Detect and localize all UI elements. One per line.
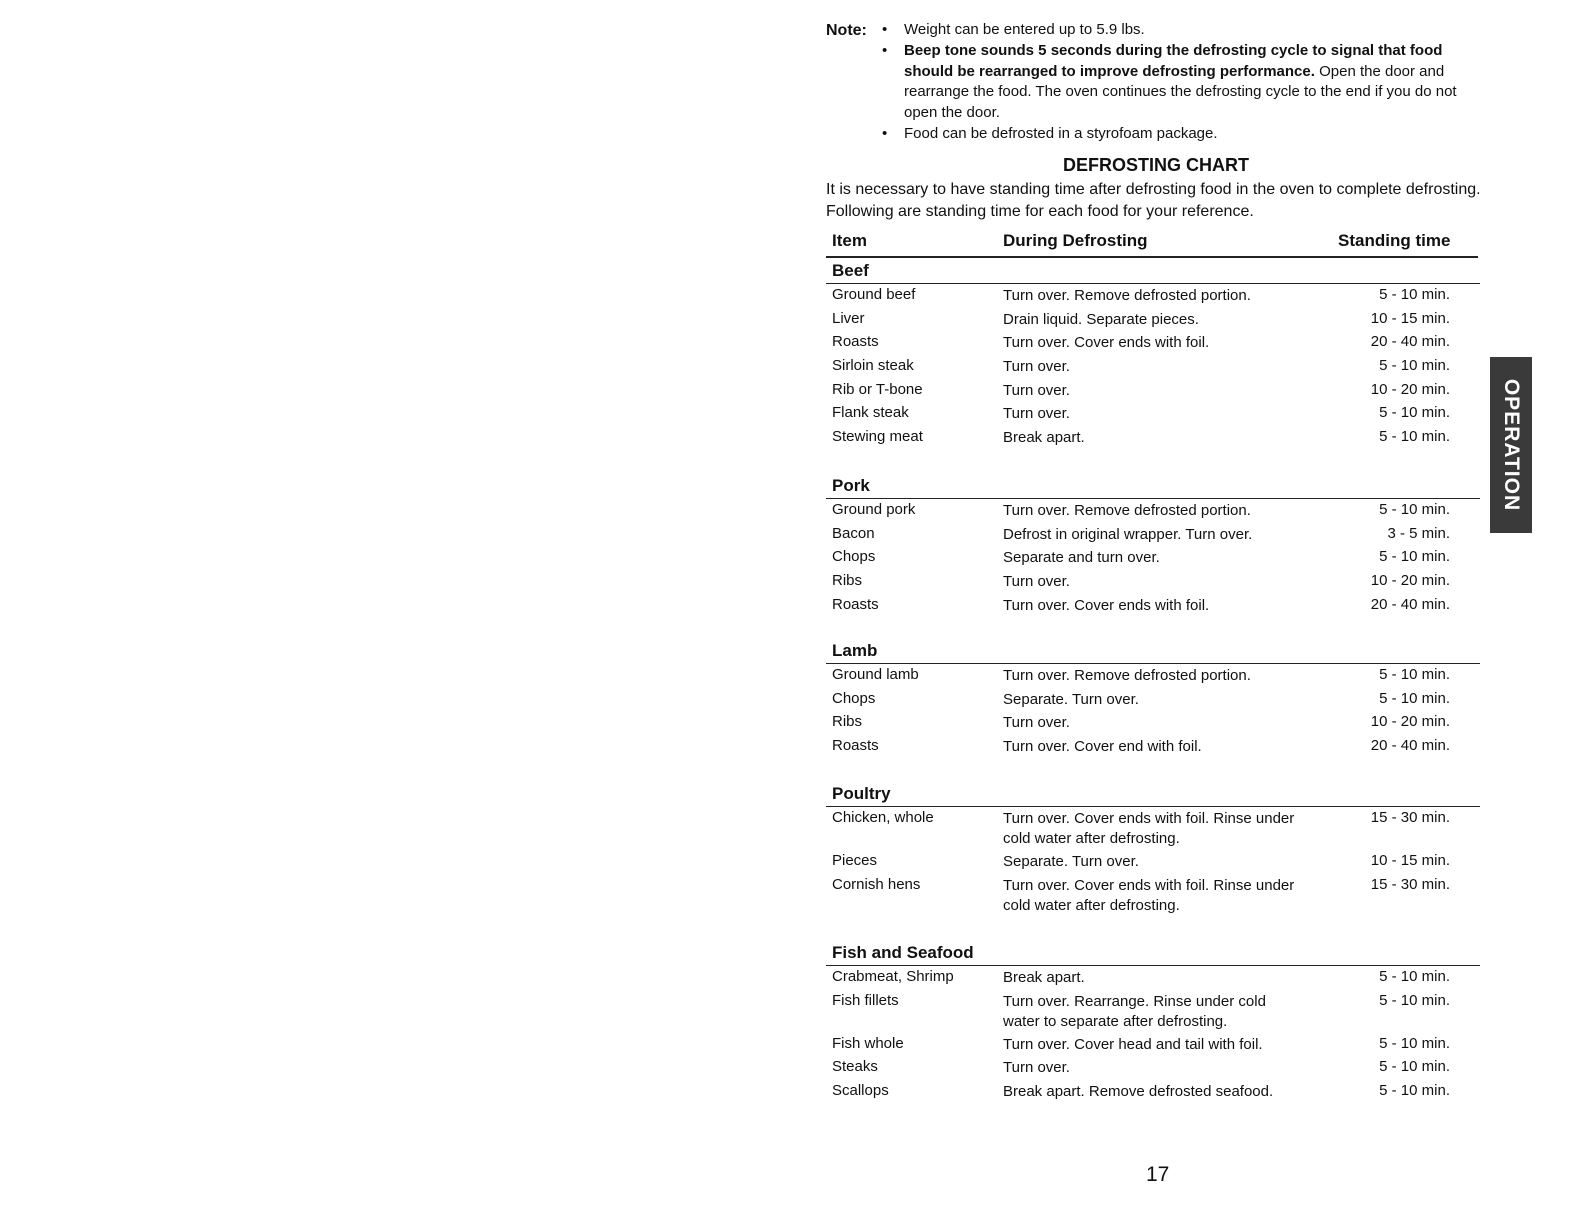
standing-cell: 5 - 10 min.	[1379, 1058, 1450, 1076]
during-cell: Turn over.	[1003, 358, 1070, 376]
note-bullet	[826, 41, 1486, 124]
item-cell: Rib or T-bone	[832, 380, 923, 398]
during-cell: Turn over. Remove defrosted portion.	[1003, 667, 1251, 684]
table-row	[826, 966, 1480, 990]
table-row	[826, 711, 1480, 735]
during-cell: Separate. Turn over.	[1003, 853, 1139, 870]
standing-cell: 15 - 30 min.	[1370, 809, 1450, 826]
section-heading: Fish and Seafood	[826, 943, 1480, 966]
intro-text: It is necessary to have standing time after defrosting food in the oven to complete defrosting. Following are standing time for each food for your reference.	[826, 181, 1481, 220]
table-row	[826, 546, 1480, 570]
during-cell: Turn over. Cover ends with foil. Rinse under cold water after defrosting.	[1003, 876, 1295, 914]
header-rule	[826, 256, 1478, 258]
table-row	[826, 331, 1480, 355]
item-cell: Ground beef	[832, 286, 916, 303]
during-cell: Turn over. Cover ends with foil. Rinse under cold water after defrosting.	[1003, 810, 1295, 847]
table-row	[826, 664, 1480, 688]
during-cell: Turn over.	[1003, 381, 1070, 399]
during-cell: Turn over. Cover ends with foil.	[1003, 334, 1210, 352]
section-poultry	[826, 784, 1480, 917]
table-row	[826, 1056, 1480, 1080]
during-cell: Separate. Turn over.	[1003, 690, 1139, 708]
standing-cell: 5 - 10 min.	[1379, 991, 1450, 1009]
header-standing: Standing time	[1338, 231, 1451, 250]
item-cell: Ribs	[832, 713, 863, 731]
standing-cell: 5 - 10 min.	[1379, 357, 1450, 375]
table-row	[826, 308, 1480, 332]
table-row	[826, 735, 1480, 759]
note-bullet	[826, 124, 1486, 145]
during-cell: Turn over.	[1003, 714, 1070, 732]
standing-cell: 10 - 20 min.	[1370, 713, 1450, 731]
table-row	[826, 850, 1480, 874]
standing-cell: 10 - 20 min.	[1370, 572, 1450, 590]
during-cell: Turn over. Cover head and tail with foil.	[1003, 1035, 1263, 1053]
chart-title: DEFROSTING CHART	[1063, 155, 1249, 175]
table-row	[826, 594, 1480, 618]
standing-cell: 5 - 10 min.	[1379, 968, 1450, 985]
note-text: Weight can be entered up to 5.9 lbs.	[904, 21, 1145, 38]
item-cell: Liver	[832, 309, 865, 327]
item-cell: Chicken, whole	[832, 809, 934, 826]
standing-cell: 5 - 10 min.	[1379, 428, 1450, 446]
note-text: Open the door and rearrange the food. The oven continues the defrosting cycle to the end if you do not open the door.	[904, 62, 1457, 122]
table-row	[826, 874, 1480, 917]
table-row	[826, 570, 1480, 594]
table-row	[826, 402, 1480, 426]
item-cell: Chops	[832, 548, 876, 566]
item-cell: Ribs	[832, 572, 863, 590]
table-row	[826, 426, 1480, 450]
section-heading: Lamb	[826, 641, 1480, 664]
during-cell: Separate and turn over.	[1003, 549, 1160, 567]
during-cell: Break apart. Remove defrosted seafood.	[1003, 1083, 1274, 1101]
during-cell: Break apart.	[1003, 969, 1085, 986]
standing-cell: 20 - 40 min.	[1370, 333, 1450, 351]
header-item: Item	[832, 231, 867, 250]
item-cell: Ground pork	[832, 501, 916, 518]
during-cell: Turn over. Cover end with foil.	[1003, 738, 1202, 756]
table-row	[826, 379, 1480, 403]
item-cell: Chops	[832, 689, 876, 707]
note-label: Note:	[826, 22, 867, 39]
during-cell: Defrost in original wrapper. Turn over.	[1003, 525, 1253, 543]
during-cell: Break apart.	[1003, 429, 1085, 447]
standing-cell: 5 - 10 min.	[1379, 689, 1450, 707]
during-cell: Turn over. Cover ends with foil.	[1003, 596, 1210, 614]
table-row	[826, 284, 1480, 308]
item-cell: Roasts	[832, 333, 879, 351]
during-cell: Turn over. Rearrange. Rinse under cold water to separate after defrosting.	[1003, 992, 1266, 1030]
section-fish-and-seafood	[826, 943, 1480, 1104]
item-cell: Scallops	[832, 1082, 889, 1100]
standing-cell: 10 - 15 min.	[1370, 309, 1450, 327]
table-row	[826, 990, 1480, 1033]
table-row	[826, 523, 1480, 547]
item-cell: Flank steak	[832, 404, 909, 422]
note-bullet	[826, 20, 1486, 41]
during-cell: Turn over.	[1003, 573, 1070, 591]
section-heading: Beef	[826, 261, 1480, 284]
standing-cell: 20 - 40 min.	[1370, 595, 1450, 613]
standing-cell: 10 - 20 min.	[1370, 380, 1450, 398]
item-cell: Cornish hens	[832, 875, 921, 893]
item-cell: Sirloin steak	[832, 357, 914, 375]
header-during: During Defrosting	[1003, 231, 1148, 250]
item-cell: Fish fillets	[832, 991, 899, 1009]
section-lamb	[826, 641, 1480, 759]
standing-cell: 15 - 30 min.	[1370, 875, 1450, 893]
operation-side-tab	[1490, 357, 1532, 533]
table-row	[826, 499, 1480, 523]
item-cell: Pieces	[832, 852, 878, 869]
standing-cell: 20 - 40 min.	[1370, 737, 1450, 755]
table-row	[826, 807, 1480, 850]
note-text: Food can be defrosted in a styrofoam package.	[904, 124, 1218, 142]
note-bold: Beep tone sounds 5 seconds during the defrosting cycle to signal that food should be rearranged to improve defrosting performance.	[904, 41, 1443, 80]
side-tab-label: OPERATION	[1500, 378, 1523, 512]
table-row	[826, 1033, 1480, 1057]
standing-cell: 5 - 10 min.	[1379, 501, 1450, 518]
standing-cell: 10 - 15 min.	[1370, 852, 1450, 869]
section-pork	[826, 476, 1480, 617]
item-cell: Steaks	[832, 1058, 878, 1076]
note-block	[826, 20, 1486, 145]
item-cell: Crabmeat, Shrimp	[832, 968, 954, 985]
section-heading: Pork	[826, 476, 1480, 499]
standing-cell: 5 - 10 min.	[1379, 1082, 1450, 1100]
table-row	[826, 355, 1480, 379]
during-cell: Turn over. Remove defrosted portion.	[1003, 287, 1251, 304]
standing-cell: 5 - 10 min.	[1379, 286, 1450, 303]
standing-cell: 5 - 10 min.	[1379, 666, 1450, 683]
during-cell: Turn over.	[1003, 1059, 1070, 1077]
page-number: 17	[1146, 1163, 1170, 1186]
during-cell: Drain liquid. Separate pieces.	[1003, 310, 1199, 328]
standing-cell: 5 - 10 min.	[1379, 548, 1450, 566]
item-cell: Stewing meat	[832, 428, 923, 446]
standing-cell: 5 - 10 min.	[1379, 1034, 1450, 1052]
section-beef	[826, 261, 1480, 450]
table-row	[826, 688, 1480, 712]
item-cell: Fish whole	[832, 1034, 904, 1052]
item-cell: Roasts	[832, 595, 879, 613]
item-cell: Ground lamb	[832, 666, 919, 683]
standing-cell: 5 - 10 min.	[1379, 404, 1450, 422]
item-cell: Roasts	[832, 737, 879, 755]
item-cell: Bacon	[832, 524, 875, 542]
standing-cell: 3 - 5 min.	[1387, 524, 1450, 542]
during-cell: Turn over.	[1003, 405, 1070, 423]
table-row	[826, 1080, 1480, 1104]
section-heading: Poultry	[826, 784, 1480, 807]
during-cell: Turn over. Remove defrosted portion.	[1003, 502, 1251, 519]
